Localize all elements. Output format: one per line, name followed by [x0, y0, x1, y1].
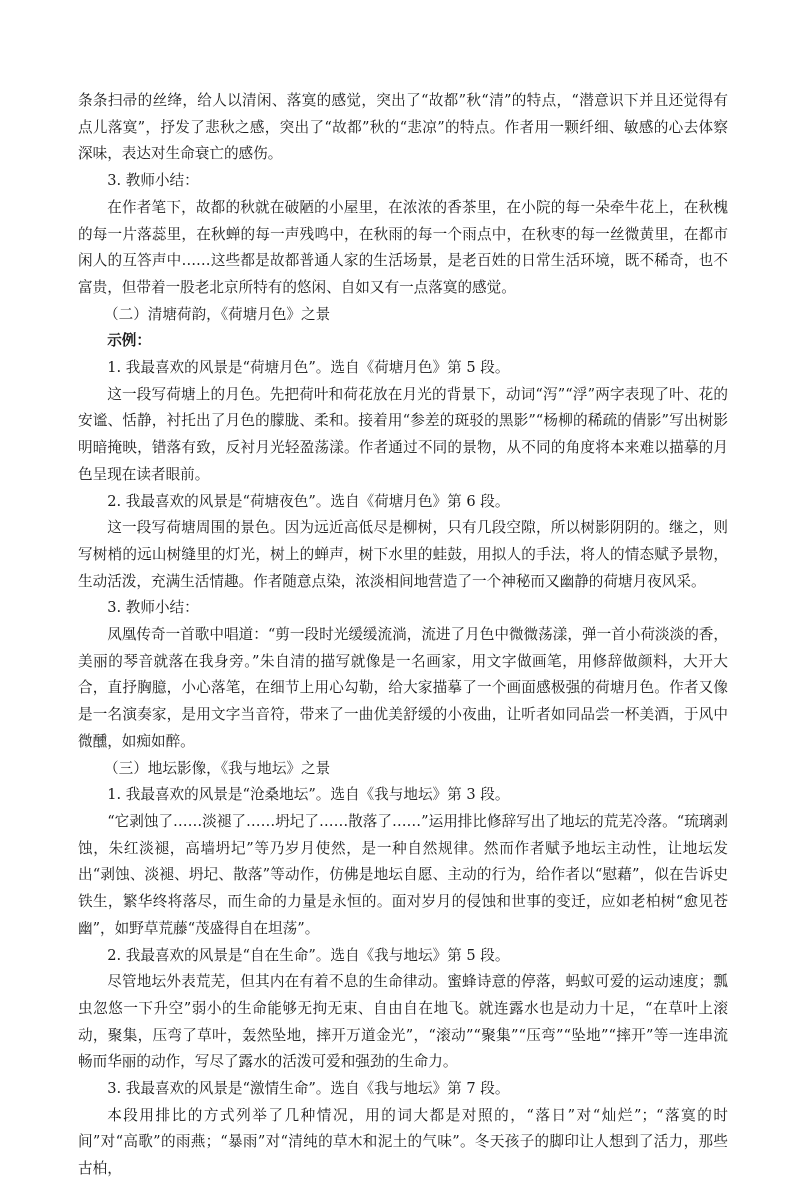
- list-item: 2. 我最喜欢的风景是“自在生命”。选自《我与地坛》第 5 段。: [107, 946, 510, 964]
- document-page: [78, 88, 728, 1183]
- paragraph: 本段用排比的方式列举了几种情况，用的词大都是对照的，“落日”对“灿烂”；“落寞的时间”对“高歌”的雨燕；“暴雨”对“清纯的草木和泥土的气味”。冬天孩子的脚印让人想到了活力，那些古柏，: [78, 1106, 728, 1178]
- paragraph: 凤凰传奇一首歌中唱道：“剪一段时光缓缓流淌，流进了月色中微微荡漾，弹一首小荷淡淡的香，美丽的琴音就落在我身旁。”朱自清的描写就像是一名画家，用文字做画笔，用修辞做颜料，大开大合，直抒胸臆，小心落笔，在细节上用心勾勒，给大家描摹了一个画面感极强的荷塘月色。作者又像是一名演奏家，是用文字当音符，带来了一曲优美舒缓的小夜曲，让听者如同品尝一杯美酒，于风中微醺，如痴如醉。: [78, 626, 728, 750]
- list-item: 3. 我最喜欢的风景是“激情生命”。选自《我与地坛》第 7 段。: [107, 1080, 510, 1098]
- paragraph: 尽管地坛外表荒芜，但其内在有着不息的生命律动。蜜蜂诗意的停落，蚂蚁可爱的运动速度；瓢虫忽悠一下升空”弱小的生命能够无拘无束、自由自在地飞。就连露水也是动力十足，“在草叶上滚动，聚集，压弯了草叶，轰然坠地，摔开万道金光”，“滚动”“聚集”“压弯”“坠地”“摔开”等一连串流畅而华丽的动作，写尽了露水的活泼可爱和强劲的生命力。: [78, 973, 728, 1071]
- paragraph: 这一段写荷塘上的月色。先把荷叶和荷花放在月光的背景下，动词“泻”“浮”两字表现了叶、花的安谧、恬静，衬托出了月色的朦胧、柔和。接着用“参差的斑驳的黑影”“杨柳的稀疏的倩影”写出树影明暗掩映，错落有致，反衬月光轻盈荡漾。作者通过不同的景物，从不同的角度将本来难以描摹的月色呈现在读者眼前。: [78, 385, 728, 483]
- teacher-summary-heading: 3. 教师小结：: [107, 172, 199, 190]
- section-heading: （三）地坛影像，《我与地坛》之景: [104, 759, 331, 777]
- teacher-summary-heading: 3. 教师小结：: [107, 599, 199, 617]
- list-item: 2. 我最喜欢的风景是“荷塘夜色”。选自《荷塘月色》第 6 段。: [107, 492, 510, 510]
- paragraph: “它剥蚀了……淡褪了……坍圮了……散落了……”运用排比修辞写出了地坛的荒芜冷落。“琉璃剥蚀，朱红淡褪，高墙坍圮”等乃岁月使然，是一种自然规律。然而作者赋予地坛主动性，让地坛发出“剥蚀、淡褪、坍圮、散落”等动作，仿佛是地坛自愿、主动的行为，给作者以“慰藉”，似在告诉史铁生，繁华终将落尽，而生命的力量是永恒的。面对岁月的侵蚀和世事的变迁，应如老柏树“愈见苍幽”，如野草荒藤“茂盛得自在坦荡”。: [78, 812, 728, 937]
- paragraph: 这一段写荷塘周围的景色。因为远近高低尽是柳树，只有几段空隙，所以树影阴阴的。继之，则写树梢的远山树缝里的灯光，树上的蝉声，树下水里的蛙鼓，用拟人的手法，将人的情态赋予景物，生动活泼，充满生活情趣。作者随意点染，浓淡相间地营造了一个神秘而又幽静的荷塘月夜风采。: [78, 519, 728, 590]
- section-heading: （二）清塘荷韵，《荷塘月色》之景: [104, 305, 331, 323]
- list-item: 1. 我最喜欢的风景是“沧桑地坛”。选自《我与地坛》第 3 段。: [107, 786, 510, 804]
- example-label: 示例：: [107, 332, 151, 350]
- list-item: 1. 我最喜欢的风景是“荷塘月色”。选自《荷塘月色》第 5 段。: [107, 359, 510, 377]
- paragraph-continued: 条条扫帚的丝绛，给人以清闲、落寞的感觉，突出了“故都”秋“清”的特点，“潜意识下并且还觉得有点儿落寞”，抒发了悲秋之感，突出了“故都”秋的“悲凉”的特点。作者用一颗纤细、敏感的心去体察深味，表达对生命衰亡的感伤。: [78, 92, 728, 163]
- paragraph: 在作者笔下，故都的秋就在破陋的小屋里，在浓浓的香茶里，在小院的每一朵牵牛花上，在秋槐的每一片落蕊里，在秋蝉的每一声残鸣中，在秋雨的每一个雨点中，在秋枣的每一丝微黄里，在都市闲人的互答声中……这些都是故都普通人家的生活场景，是老百姓的日常生活环境，既不稀奇，也不富贵，但带着一股老北京所特有的悠闲、自如又有一点落寞的感觉。: [78, 198, 728, 296]
